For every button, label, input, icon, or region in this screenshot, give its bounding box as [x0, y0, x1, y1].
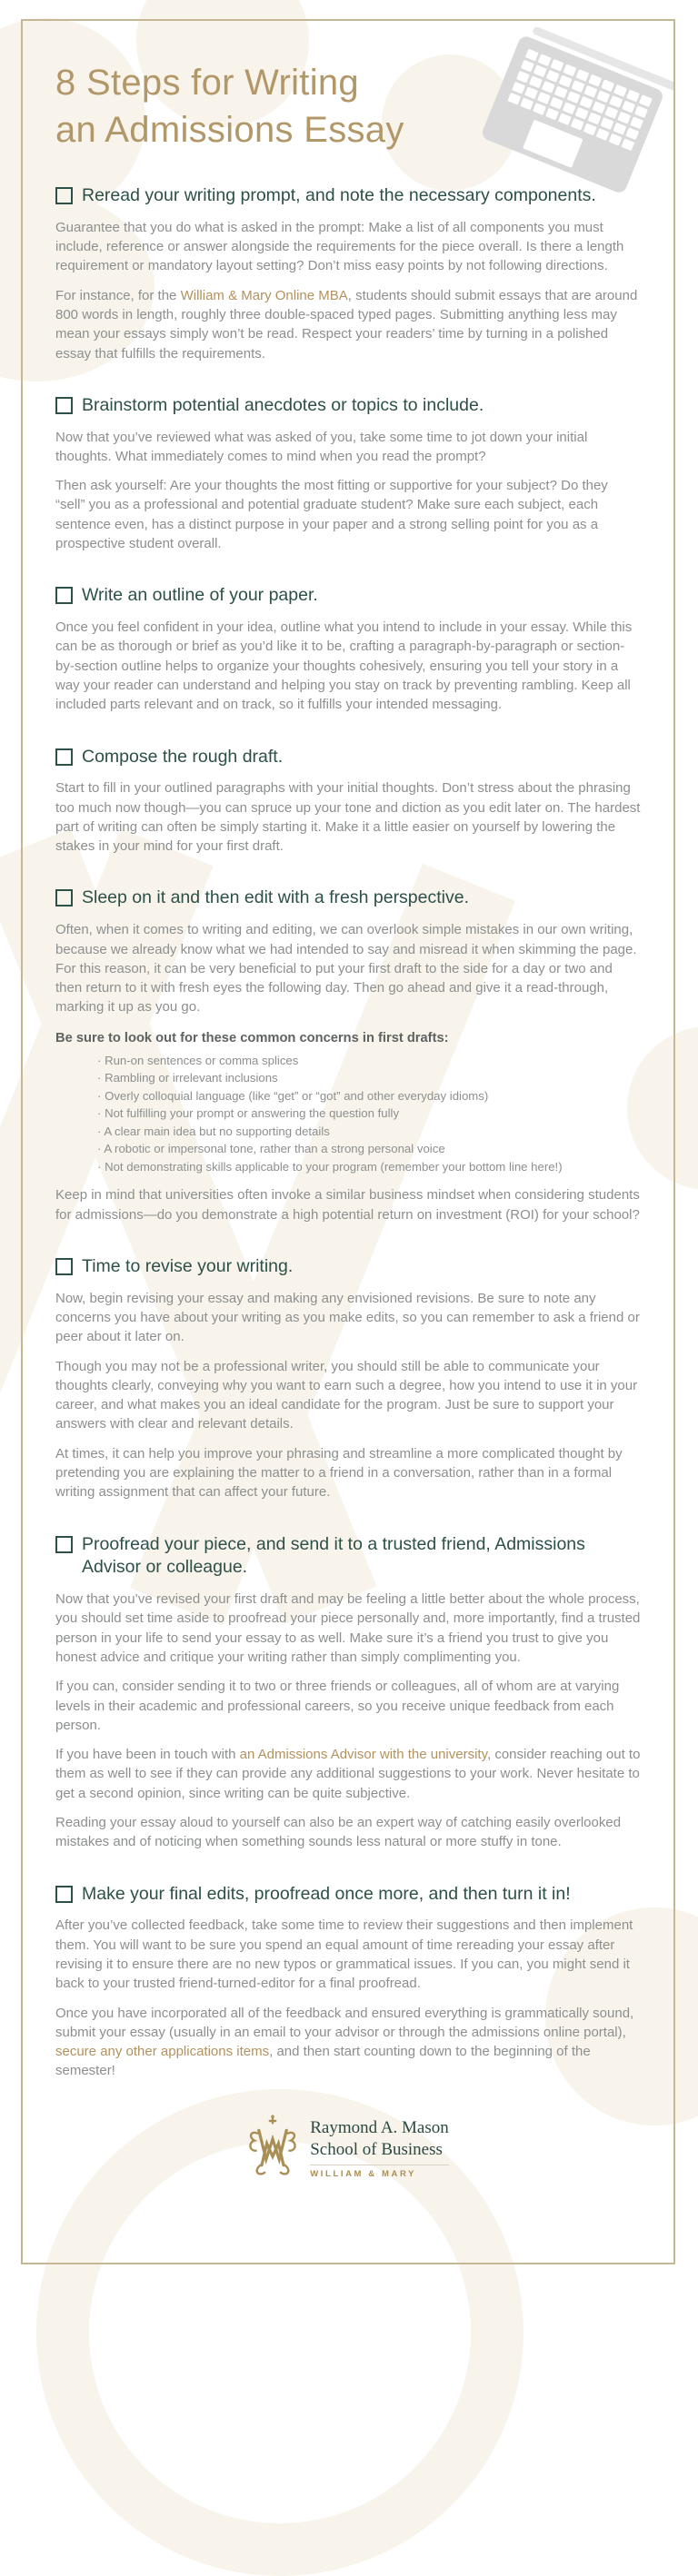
- inline-link[interactable]: an Admissions Advisor with the university: [239, 1747, 487, 1763]
- checklist: [97, 1052, 641, 1176]
- step-title: Proofread your piece, and send it to a trusted friend, Admissions Advisor or colleague.: [82, 1533, 585, 1578]
- step-title: Make your final edits, proofread once more, and then turn it in!: [82, 1883, 571, 1904]
- step-paragraph: Once you have incorporated all of the feedback and ensured everything is grammatically sound, submit your essay (usually in an email to your advisor or through the admissions online portal), secure any other applications items, and then start counting down to the beginning of the semester!: [55, 2005, 634, 2079]
- footer: [55, 2112, 641, 2185]
- step-section: [55, 184, 641, 363]
- step-heading: [55, 394, 641, 418]
- checkbox-icon[interactable]: [55, 397, 73, 414]
- footer-lockup: [310, 2117, 449, 2179]
- step-paragraph: If you have been in touch with an Admissions Advisor with the university, consider reaching out to them as well to see if they can provide any additional suggestions to your work. Never hesitate to get a second opinion, since writing can be quite subjective.: [55, 1747, 641, 1801]
- step-heading: [55, 887, 641, 910]
- inline-link[interactable]: secure any other applications items: [55, 2044, 270, 2060]
- checklist-item: · Overly colloquial language (like “get” or “got” and other everyday idioms): [97, 1087, 641, 1105]
- step-paragraph: If you can, consider sending it to two or three friends or colleagues, all of whom are at varying levels in their academic and professional careers, so you receive unique feedback from each person.: [55, 1679, 620, 1733]
- page-title-line: 8 Steps for Writing: [55, 63, 359, 103]
- step-title: Write an outline of your paper.: [82, 585, 318, 606]
- step-heading: [55, 1883, 641, 1907]
- step-paragraph: Now that you’ve revised your first draft and may be feeling a little better about the whole process, you should set time aside to proofread your piece personally and, more importantly, find a trusted person in your life to send your essay to as well. Make sure it’s a friend you trust to give you honest advice and critique your writing rather than simply complimenting you.: [55, 1591, 641, 1665]
- checkbox-icon[interactable]: [55, 1536, 73, 1553]
- step-heading: [55, 584, 641, 608]
- step-heading: [55, 1255, 641, 1279]
- step-title: Compose the rough draft.: [82, 746, 284, 767]
- step-paragraph: At times, it can help you improve your phrasing and streamline a more complicated thought by pretending you are explaining the matter to a friend in a conversation, rather than in a formal writing assignment that can affect your future.: [55, 1445, 623, 1501]
- step-title: Time to revise your writing.: [82, 1255, 294, 1276]
- checklist-item: · Rambling or irrelevant inclusions: [97, 1069, 641, 1087]
- page-title-line: an Admissions Essay: [55, 110, 404, 150]
- step-title: Sleep on it and then edit with a fresh perspective.: [82, 887, 470, 908]
- footer-university-name: WILLIAM & MARY: [310, 2165, 449, 2179]
- step-paragraph: For instance, for the William & Mary Online MBA, students should submit essays that are around 800 words in length, roughly three double-spaced typed pages. Submitting anything less may mean your essays simply won’t be read. Respect your readers’ time by turning in a polished essay that fulfills the requirements.: [55, 287, 638, 362]
- step-paragraph: After you’ve collected feedback, take some time to review their suggestions and then implement them. You will want to be sure you spend an equal amount of time rereading your essay after revising it to ensure there are no new typos or grammatical issues. If you can, you might send it back to your trusted friend-turned-editor for a final proofread.: [55, 1917, 633, 1992]
- checklist-item: · Not demonstrating skills applicable to your program (remember your bottom line here!): [97, 1158, 641, 1176]
- checkbox-icon[interactable]: [55, 1886, 73, 1903]
- footer-org-line2: School of Business: [310, 2139, 443, 2159]
- step-paragraph: Often, when it comes to writing and editing, we can overlook simple mistakes in our own writing, because we already know what we had intended to say and misread it when skimming the page. For this reason, it can be very beneficial to put your first draft to the side for a day or two and then return to it with fresh eyes the following day. Then go ahead and give it a read-through, marking it up as you go.: [55, 922, 637, 1016]
- wm-cypher-logo: [247, 2112, 298, 2185]
- checklist-intro: Be sure to look out for these common concerns in first drafts:: [55, 1030, 449, 1045]
- step-section: [55, 1883, 641, 2081]
- checkbox-icon[interactable]: [55, 1258, 73, 1275]
- checkbox-icon[interactable]: [55, 587, 73, 604]
- checkbox-icon[interactable]: [55, 889, 73, 907]
- step-title: Reread your writing prompt, and note the necessary components.: [82, 185, 596, 205]
- checkbox-icon[interactable]: [55, 187, 73, 204]
- footer-org-line1: Raymond A. Mason: [310, 2118, 449, 2138]
- step-section: [55, 1255, 641, 1502]
- steps: [55, 184, 641, 2081]
- step-section: [55, 746, 641, 857]
- checklist-item: · A robotic or impersonal tone, rather than a strong personal voice: [97, 1140, 641, 1158]
- step-paragraph: Then ask yourself: Are your thoughts the most fitting or supportive for your subject? Do they “sell” you as a professional and potential graduate student? Make sure each subject, each sentence even, has a distinct purpose in your paper and a strong selling point for you as a prospective student overall.: [55, 478, 608, 552]
- step-section: [55, 584, 641, 714]
- step-section: [55, 1533, 641, 1852]
- step-paragraph: Reading your essay aloud to yourself can also be an expert way of catching easily overlooked mistakes and of noticing when something sounds less natural or more stuffy in tone.: [55, 1815, 622, 1850]
- checklist-item: · Run-on sentences or comma splices: [97, 1052, 641, 1070]
- step-section: [55, 887, 641, 1224]
- step-section: [55, 394, 641, 554]
- checklist-item: · A clear main idea but no supporting details: [97, 1123, 641, 1141]
- inline-link[interactable]: William & Mary Online MBA: [180, 287, 348, 303]
- content-card: [21, 19, 675, 2264]
- step-heading: [55, 1533, 641, 1580]
- step-heading: [55, 746, 641, 769]
- step-paragraph: Once you feel confident in your idea, outline what you intend to include in your essay. While this can be as thorough or brief as you’d like it to be, crafting a paragraph-by-paragraph or section-by-section outline helps to organize your thoughts cohesively, ensuring you tell your story in a way your reader can understand and helping you stay on track by preventing rambling. Keep all included parts relevant and on track, so it fulfills your intended messaging.: [55, 619, 633, 713]
- step-paragraph: Keep in mind that universities often invoke a similar business mindset when considering students for admissions—do you demonstrate a high potential return on investment (ROI) for your school?: [55, 1187, 640, 1223]
- step-paragraph: Guarantee that you do what is asked in the prompt: Make a list of all components you must include, reference or answer alongside the requirements for the piece overall. Is there a length requirement or mandatory layout setting? Don’t miss easy points by not following directions.: [55, 219, 624, 274]
- step-paragraph: Start to fill in your outlined paragraphs with your initial thoughts. Don’t stress about the phrasing too much now though—you can spruce up your tone and diction as you edit later on. The hardest part of writing can often be simply starting it. Make it a little easier on yourself by lowering the stakes in your mind for your first draft.: [55, 780, 641, 855]
- step-paragraph: Though you may not be a professional writer, you should still be able to communicate your thoughts clearly, conveying why you want to earn such a degree, how you intend to use it in your career, and what makes you an ideal candidate for the program. Just be sure to support your answers with clear and relevant details.: [55, 1358, 638, 1432]
- step-title: Brainstorm potential anecdotes or topics to include.: [82, 394, 484, 415]
- checkbox-icon[interactable]: [55, 748, 73, 766]
- step-paragraph: Now, begin revising your essay and making any envisioned revisions. Be sure to note any concerns you have about your writing as you make edits, so you can remember to ask a friend or peer about it later on.: [55, 1290, 640, 1345]
- step-paragraph: Now that you’ve reviewed what was asked of you, take some time to jot down your initial thoughts. What immediately comes to mind when you read the prompt?: [55, 429, 588, 464]
- checklist-item: · Not fulfilling your prompt or answering the question fully: [97, 1105, 641, 1123]
